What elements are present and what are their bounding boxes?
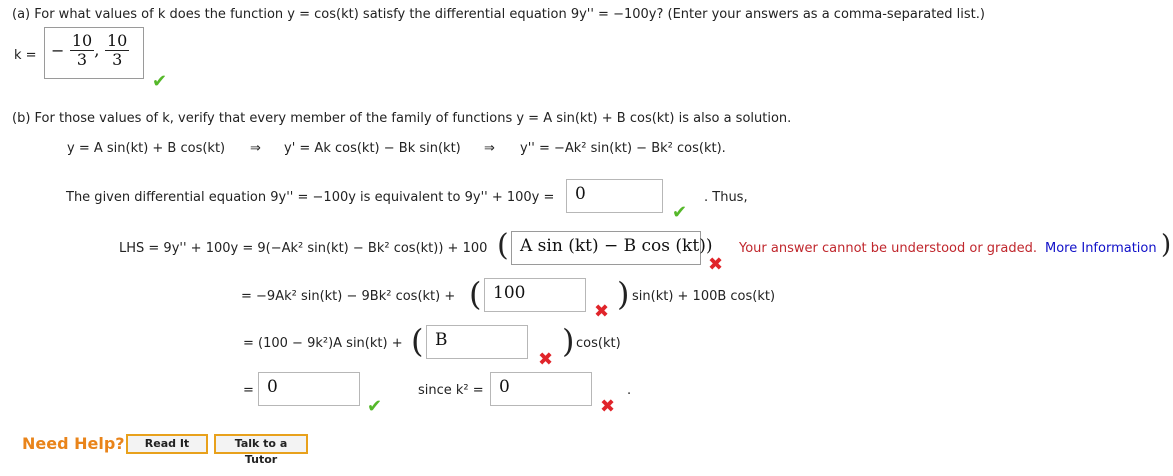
cross-icon: ✖	[538, 349, 554, 370]
line4-answer-box[interactable]: 0	[258, 372, 360, 406]
lhs-answer-box[interactable]: A sin (kt) − B cos (kt))	[511, 231, 701, 265]
period: .	[627, 383, 632, 398]
line2-answer-box[interactable]: 100	[484, 278, 586, 312]
part-a-question: (a) For what values of k does the function y = cos(kt) satisfy the differential equation 9y'' = −100y? (Enter your answers as a comma-separated list.)	[12, 7, 985, 22]
fraction-2-numerator: 10	[106, 31, 128, 50]
k-label: k =	[14, 48, 37, 63]
line2-suffix: sin(kt) + 100B cos(kt)	[632, 289, 776, 304]
open-paren: (	[469, 275, 482, 313]
open-paren: (	[497, 228, 509, 263]
check-icon: ✔	[672, 202, 688, 223]
close-paren: )	[617, 275, 630, 313]
since-label: since k² =	[418, 383, 484, 398]
derivation-y-double-prime: y'' = −Ak² sin(kt) − Bk² cos(kt).	[520, 141, 726, 156]
fraction-2	[105, 32, 129, 69]
fraction-1	[70, 32, 94, 69]
thus-text: . Thus,	[704, 190, 748, 205]
part-a-answer-box[interactable]	[44, 27, 144, 79]
equivalent-answer-box[interactable]: 0	[566, 179, 663, 213]
read-it-button[interactable]: Read It	[126, 434, 208, 454]
more-information-link[interactable]: More Information	[1045, 241, 1157, 256]
cross-icon: ✖	[600, 396, 616, 417]
since-answer-box[interactable]: 0	[490, 372, 592, 406]
fraction-2-denominator: 3	[112, 50, 123, 69]
comma: ,	[94, 40, 100, 61]
implies-arrow-2: ⇒	[484, 141, 495, 156]
talk-to-tutor-button[interactable]: Talk to a Tutor	[214, 434, 308, 454]
derivation-y-prime: y' = Ak cos(kt) − Bk sin(kt)	[284, 141, 461, 156]
part-b-question: (b) For those values of k, verify that every member of the family of functions y = A sin(kt) + B cos(kt) is also a solution.	[12, 111, 792, 126]
fraction-1-numerator: 10	[71, 31, 93, 50]
error-message: Your answer cannot be understood or graded.	[739, 241, 1037, 256]
line3-answer-box[interactable]: B	[426, 325, 528, 359]
need-help-label: Need Help?	[22, 434, 125, 453]
line2-prefix: = −9Ak² sin(kt) − 9Bk² cos(kt) +	[241, 289, 456, 304]
derivation-y: y = A sin(kt) + B cos(kt)	[67, 141, 226, 156]
cross-icon: ✖	[708, 254, 724, 275]
close-paren: )	[1161, 230, 1172, 260]
cross-icon: ✖	[594, 301, 610, 322]
fraction-1-denominator: 3	[76, 50, 88, 69]
implies-arrow-1: ⇒	[250, 141, 261, 156]
equivalent-equation-text: The given differential equation 9y'' = −100y is equivalent to 9y'' + 100y =	[66, 190, 555, 205]
line3-prefix: = (100 − 9k²)A sin(kt) +	[243, 336, 403, 351]
close-paren: )	[562, 322, 575, 360]
line4-equals: =	[243, 383, 254, 398]
negative-sign: −	[51, 41, 65, 60]
line3-suffix: cos(kt)	[576, 336, 621, 351]
check-icon: ✔	[367, 396, 383, 417]
check-icon: ✔	[152, 71, 168, 92]
lhs-prefix: LHS = 9y'' + 100y = 9(−Ak² sin(kt) − Bk² cos(kt)) + 100	[119, 241, 488, 256]
open-paren: (	[411, 322, 424, 360]
